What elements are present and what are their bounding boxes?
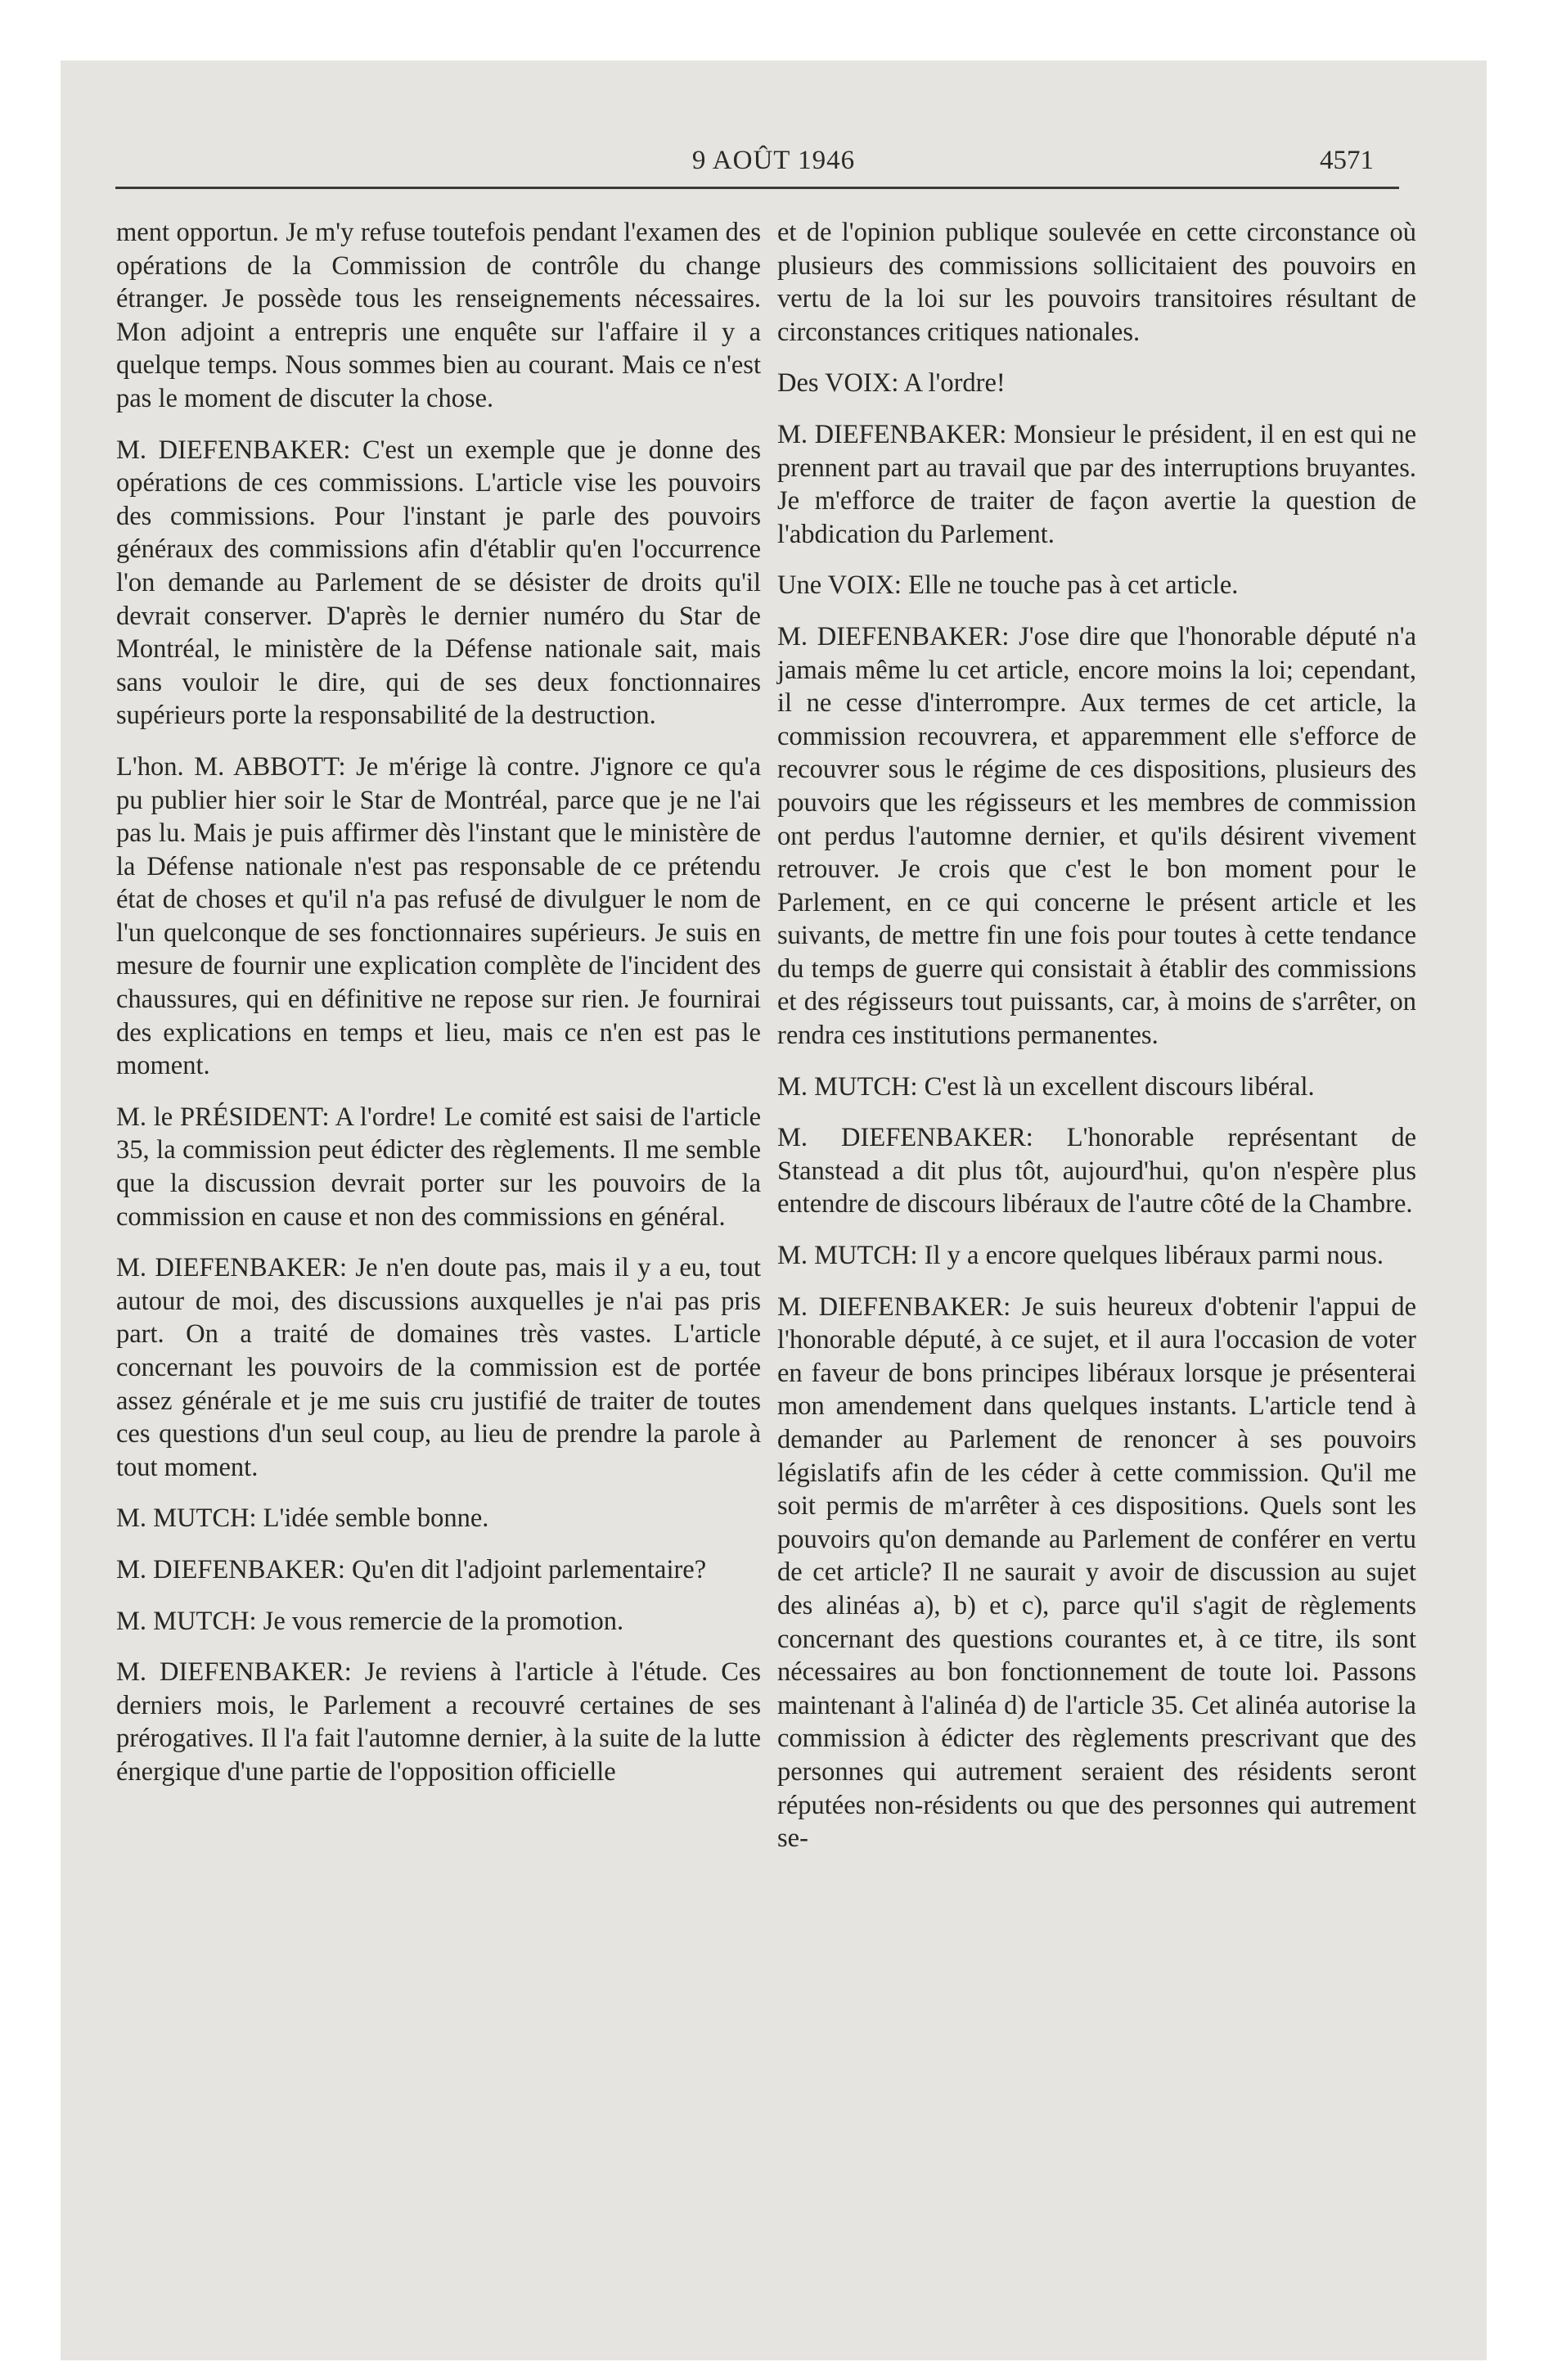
paragraph: L'hon. M. ABBOTT: Je m'érige là contre. J'ignore ce qu'a pu publier hier soir le Star de Montréal, parce que je ne l'ai pas lu. Mais je puis affirmer dès l'instant que le ministère de la Défense nationale n'est pas responsable de ce prétendu état de choses et qu'il n'a pas refusé de divulguer le nom de l'un quelconque de ses fonctionnaires supérieurs. Je suis en mesure de fournir une explication complète de l'incident des chaussures, qui en définitive ne repose sur rien. Je fournirai des explications en temps et lieu, mais ce n'en est pas le moment. — [116, 751, 761, 1081]
paragraph: Des VOIX: A l'ordre! — [777, 368, 1006, 399]
paragraph: M. le PRÉSIDENT: A l'ordre! Le comité est saisi de l'article 35, la commission peut édicter des règlements. Il me semble que la discussion devrait porter sur les pouvoirs de la commission en cause et non des commissions en général. — [116, 1102, 761, 1232]
page-number: 4571 — [1320, 146, 1374, 175]
paragraph: M. DIEFENBAKER: C'est un exemple que je donne des opérations de ces commissions. L'article vise les pouvoirs des commissions. Pour l'instant je parle des pouvoirs généraux des commissions afin d'établir qu'en l'occurrence l'on demande au Parlement de se désister de droits qu'il devrait conserver. D'après le dernier numéro du Star de Montréal, le ministère de la Défense nationale sait, mais sans vouloir le dire, qui de ses deux fonctionnaires supérieurs porte la responsabilité de la destruction. — [116, 435, 761, 731]
paragraph: ment opportun. Je m'y refuse toutefois pendant l'examen des opérations de la Commission de contrôle du change étranger. Je possède tous les renseignements nécessaires. Mon adjoint a entrepris une enquête sur l'affaire il y a quelque temps. Nous sommes bien au courant. Mais ce n'est pas le moment de discuter la chose. — [116, 218, 761, 413]
paragraph: M. MUTCH: C'est là un excellent discours libéral. — [777, 1071, 1315, 1102]
header-rule — [115, 187, 1399, 189]
scanned-page — [61, 61, 1487, 2360]
paragraph: M. DIEFENBAKER: L'honorable représentant de Stanstead a dit plus tôt, aujourd'hui, qu'on n'espère plus entendre de discours libéraux de l'autre côté de la Chambre. — [777, 1123, 1416, 1219]
paragraph: M. DIEFENBAKER: Qu'en dit l'adjoint parlementaire? — [116, 1554, 707, 1584]
paragraph: M. MUTCH: Je vous remercie de la promotion. — [116, 1606, 624, 1636]
paragraph: M. DIEFENBAKER: Je n'en doute pas, mais il y a eu, tout autour de moi, des discussions auxquelles je n'ai pas pris part. On a traité de domaines très vastes. L'article concernant les pouvoirs de la commission est de portée assez générale et je me suis cru justifié de traiter de toutes ces questions d'un seul coup, au lieu de prendre la parole à tout moment. — [116, 1253, 761, 1482]
paragraph: M. DIEFENBAKER: Je reviens à l'article à l'étude. Ces derniers mois, le Parlement a recouvré certaines de ses prérogatives. Il l'a fait l'automne dernier, à la suite de la lutte énergique d'une partie de l'opposition officielle — [116, 1657, 761, 1787]
paragraph: Une VOIX: Elle ne touche pas à cet article. — [777, 570, 1239, 601]
paragraph: M. DIEFENBAKER: J'ose dire que l'honorable député n'a jamais même lu cet article, encore moins la loi; cependant, il ne cesse d'interrompre. Aux termes de cet article, la commission recouvrera, et apparemment elle s'efforce de recouvrer sous le régime de ces dispositions, plusieurs des pouvoirs que les régisseurs et les membres de commission ont perdus l'automne dernier, et qu'ils désirent vivement retrouver. Je crois que c'est le bon moment pour le Parlement, en ce qui concerne le présent article et les suivants, de mettre fin une fois pour toutes à cette tendance du temps de guerre qui consistait à établir des commissions et des régisseurs tout puissants, car, à moins de s'arrêter, on rendra ces institutions permanentes. — [777, 621, 1416, 1051]
paragraph: et de l'opinion publique soulevée en cette circonstance où plusieurs des commissions sollicitaient des pouvoirs en vertu de la loi sur les pouvoirs transitoires résultant de circonstances critiques nationales. — [777, 218, 1416, 347]
paragraph: M. DIEFENBAKER: Monsieur le président, il en est qui ne prennent part au travail que par des interruptions bruyantes. Je m'efforce de traiter de façon avertie la question de l'abdication du Parlement. — [777, 419, 1416, 549]
header-date: 9 AOÛT 1946 — [691, 146, 856, 175]
paragraph: M. MUTCH: L'idée semble bonne. — [116, 1503, 489, 1534]
paragraph: M. DIEFENBAKER: Je suis heureux d'obtenir l'appui de l'honorable député, à ce sujet, et il aura l'occasion de voter en faveur de bons principes libéraux lorsque je présenterai mon amendement dans quelques instants. L'article tend à demander au Parlement de renoncer à ses pouvoirs législatifs afin de les céder à cette commission. Qu'il me soit permis de m'arrêter à ces dispositions. Quels sont les pouvoirs qu'on demande au Parlement de conférer en vertu de cet article? Il ne saurait y avoir de discussion au sujet des alinéas a), b) et c), parce qu'il s'agit de règlements concernant des questions courantes et, à ce titre, ils sont nécessaires au bon fonctionnement de toute loi. Passons maintenant à l'alinéa d) de l'article 35. Cet alinéa autorise la commission à édicter des règlements prescrivant que des personnes qui autrement seraient des résidents seront réputées non-résidents ou que des personnes qui autrement se- — [777, 1291, 1416, 1854]
left-column — [116, 216, 761, 1807]
paragraph: M. MUTCH: Il y a encore quelques libéraux parmi nous. — [777, 1241, 1384, 1271]
right-column — [777, 216, 1416, 1873]
